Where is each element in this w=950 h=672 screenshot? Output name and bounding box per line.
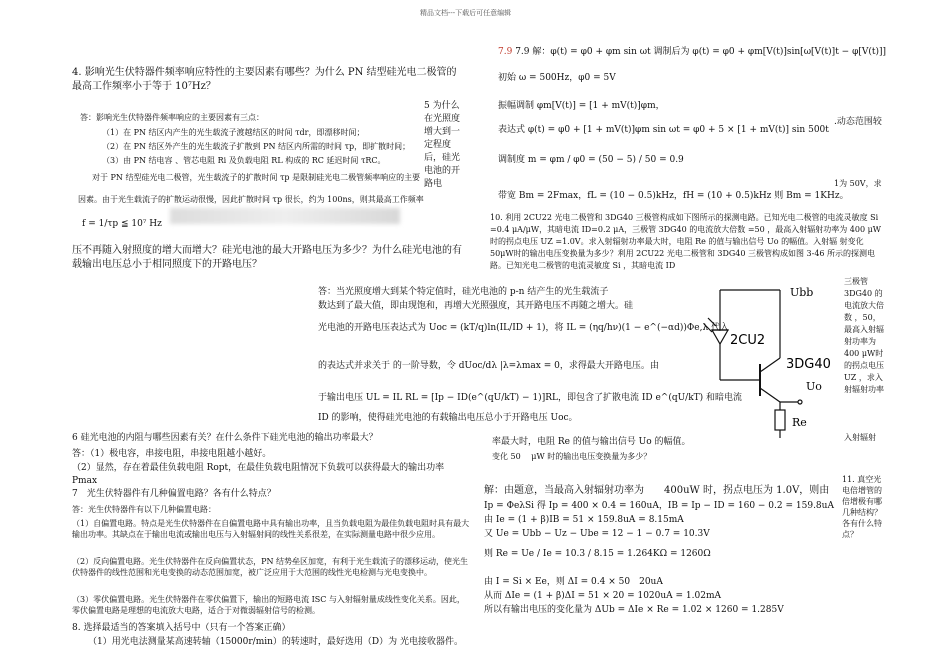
- question-7: 7 光生伏特器件有几种偏置电路？各有什么特点？: [72, 489, 276, 499]
- question-10-side: 三极管 3DG40 的电流放大倍数 ，50，最高入射辐射功率为 400 μW时的拐点电压 UZ ，求入射辐射功率: [844, 277, 884, 394]
- answer-7-3: （3）零伏偏置电路。光生伏特器件在零伏偏置下，输出的短路电流 ISC 与入射辐射量成线性变化关系。因此，零伏偏置电路是理想的电流放大电路，适合于对微弱辐射信号的检测。: [72, 595, 465, 615]
- answer-7-1: （1）自偏置电路。特点是光生伏特器件在自偏置电路中具有输出功率，且当负载电阻为最佳负载电阻时具有最大输出功率。其缺点在于输出电流或输出电压与入射辐射间的线性关系很差，在实际测量电路中很少应用。: [72, 519, 470, 539]
- answer-7-head: 答：光生伏特器件有以下几种偏置电路：: [72, 505, 216, 514]
- question-5-side: 5 为什么在光照度增大到一定程度后，硅光电池的开路电: [424, 101, 461, 189]
- question-10-side2: 入射辐射: [844, 433, 876, 442]
- question-4: 4. 影响光生伏特器件频率响应特性的主要因素有哪些？为什么 PN 结型硅光电二极管的最高工作频率小于等于 10⁷Hz？: [72, 67, 457, 92]
- resistor-re: [775, 410, 785, 430]
- solution-line7: 从而 ΔIe = (1 + β)ΔI = 51 × 20 = 1020uA = 1.02mA: [484, 591, 722, 601]
- question-6: 6 硅光电池的内阻与哪些因素有关？在什么条件下硅光电池的输出功率最大？: [72, 433, 378, 443]
- label-re: Re: [792, 416, 807, 429]
- solution-line2: Ip = ΦeλSi 得 Ip = 400 × 0.4 = 160uA，IB = Ip − ID = 160 − 0.2 = 159.8uA: [484, 501, 834, 511]
- solution-line5: 则 Re = Ue / Ie = 10.3 / 8.15 = 1.264KΩ = 1260Ω: [484, 549, 711, 559]
- question-10-tail1: 率最大时，电阻 Re 的值与输出信号 Uo 的幅值。: [492, 437, 691, 447]
- solution-line4: 又 Ue = Ubb − Uz − Ube = 12 − 1 − 0.7 = 10.3V: [484, 529, 710, 539]
- answer-4-para1: 对于 PN 结型硅光电二极管，光生载流子的扩散时间 τp 是限制硅光电二极管频率响应的主要: [92, 173, 421, 182]
- question-10-tail2: 变化 50 μW 时的输出电压变换量为多少？: [492, 452, 652, 461]
- photodiode-symbol: [712, 330, 728, 344]
- label-uo: Uo: [806, 380, 822, 393]
- q79-note1: .动态范围较: [834, 117, 882, 127]
- page-header: 精品文档---下载后可任意编辑: [420, 9, 512, 17]
- label-transistor: 3DG40: [786, 357, 831, 372]
- solution-line3: 由 Ie = (1 + β)IB = 51 × 159.8uA = 8.15mA: [484, 515, 684, 525]
- detector-circuit: [700, 280, 840, 440]
- transistor-emitter: [760, 388, 780, 402]
- question-11: 11. 真空光电倍增管的倍增极有哪几种结构？各有什么特点？: [842, 475, 882, 539]
- answer-5-line3: 光电池的开路电压表达式为 Uoc = (kT/q)ln(IL/ID + 1)，将 IL = (ηq/hν)(1 − e^(−αd))Φe,λ 代入: [318, 323, 730, 333]
- answer-4-para2: 因素。由于光生载流子的扩散运动很慢，因此扩散时间 τp 很长，约为 100ns，则其最高工作频率: [78, 195, 424, 204]
- answer-4-head: 答：影响光生伏特器件频率响应的主要因素有三点：: [80, 113, 264, 122]
- question-5-cont: 压不再随入射照度的增大而增大？硅光电池的最大开路电压为多少？为什么硅光电池的有载输出电压总小于相同照度下的开路电压？: [72, 245, 462, 270]
- answer-5-line2: 数达到了最大值，即由现饱和，再增大光照强度，其开路电压不再随之增大。硅: [318, 301, 634, 311]
- q79-line5: 调制度 m = φm / φ0 = (50 − 5) / 50 = 0.9: [498, 155, 684, 165]
- blurred-region: [170, 208, 400, 224]
- q79-line2: 初始 ω = 500Hz，φ0 = 5V: [498, 73, 616, 83]
- q79-line4: 表达式 φ(t) = φ0 + [1 + mV(t)]φm sin ωt = φ0 + 5 × [1 + mV(t)] sin 500t: [498, 125, 829, 135]
- solution-line6: 由 I = Si × Ee，则 ΔI = 0.4 × 50 20uA: [484, 577, 663, 587]
- answer-4-item1: （1）在 PN 结区内产生的光生载流子渡越结区的时间 τdr，即漂移时间；: [102, 128, 365, 137]
- answer-5-line5: 于输出电压 UL = IL RL = [Ip − ID(e^(qU/kT) − 1)]RL，即包含了扩散电流 ID e^(qU/kT) 和暗电流: [318, 393, 743, 403]
- solution-line8: 所以有输出电压的变化量为 ΔUb = ΔIe × Re = 1.02 × 1260 = 1.285V: [484, 605, 784, 615]
- transistor-collector: [760, 358, 780, 372]
- answer-4-item2: （2）在 PN 结区外产生的光生载流子扩散到 PN 结区内所需的时间 τp，即扩散时间；: [102, 142, 411, 151]
- answer-5-line4: 的表达式并求关于 的一阶导数，令 dUoc/dλ |λ=λmax = 0，求得最大开路电压。由: [318, 361, 659, 371]
- question-8: 8. 选择最适当的答案填入括号中（只有一个答案正确）: [72, 623, 291, 633]
- label-ubb: Ubb: [790, 286, 814, 299]
- q79-line3: 振幅调制 φm[V(t)] = [1 + mV(t)]φm，: [498, 101, 665, 111]
- light-arrow-2: [708, 318, 716, 326]
- answer-5-line6: ID 的影响，使得硅光电池的有载输出电压总小于开路电压 Uoc。: [318, 413, 578, 423]
- answer-6-1: 答：（1）极电容，串接电阻，串接电阻越小越好。: [72, 449, 272, 459]
- light-arrow-1: [704, 324, 712, 332]
- q79-note2: 1为 50V，求: [834, 179, 882, 188]
- answer-7-2: （2）反向偏置电路。光生伏特器件在反向偏置状态，PN 结势垒区加宽，有利于光生载流子的漂移运动，使光生伏特器件的线性范围和光电变换的动态范围加宽，被广泛应用于大范围的线性光电检测与光电变换中。: [72, 557, 469, 577]
- label-diode: 2CU2: [730, 333, 766, 348]
- answer-4-formula: f = 1/τp ≦ 10⁷ Hz: [82, 219, 162, 229]
- solution-line1: 解：由题意，当最高入射辐射功率为 400uW 时，拐点电压为 1.0V，则由: [484, 485, 830, 496]
- question-10: 10. 利用 2CU22 光电二极管和 3DG40 三极管构成如下图所示的探测电路。已知光电二极管的电流灵敏度 Si =0.4 μA/μW，其暗电流 ID=0.2 μA，三极管 3DG40 的电流放大倍数 =50 ，最高入射辐射功率为 400 μW时的拐点电压 UZ =1.0V。求入射辐射功率最大时，电阻 Re 的值与输出信号 Uo 的幅值。入射辐 射变化 50μW时的输出电压变换量为多少？利用 2CU22 光电二极管和 3DG40 三极管构成如图 3-46 所示的探测电路。已知光电二极管的电流灵敏度 Si ，其暗电流 ID: [490, 213, 882, 270]
- q79-line1: 7.9 7.9 解：φ(t) = φ0 + φm sin ωt 调制后为 φ(t) = φ0 + φm[V(t)]sin[ω[V(t)]t − φ[V(t)]]: [498, 47, 887, 57]
- answer-5-line1: 答：当光照度增大到某个特定值时，硅光电池的 p-n 结产生的光生载流子: [318, 287, 609, 297]
- answer-6-2: （2）显然，存在着最佳负载电阻 Ropt，在最佳负载电阻情况下负载可以获得最大的输出功率 Pmax: [72, 463, 445, 486]
- answer-4-item3: （3）由 PN 结电容 、管芯电阻 Ri 及负载电阻 RL 构成的 RC 延迟时间 τRC。: [102, 156, 386, 165]
- question-8-1: （1）用光电法测量某高速转轴（15000r/min）的转速时，最好选用（D）为 光电接收器件。: [88, 637, 463, 647]
- q79-line6: 带宽 Bm = 2Fmax，fL = (10 − 0.5)kHz，fH = (10 + 0.5)kHz 则 Bm = 1KHz。: [498, 191, 849, 201]
